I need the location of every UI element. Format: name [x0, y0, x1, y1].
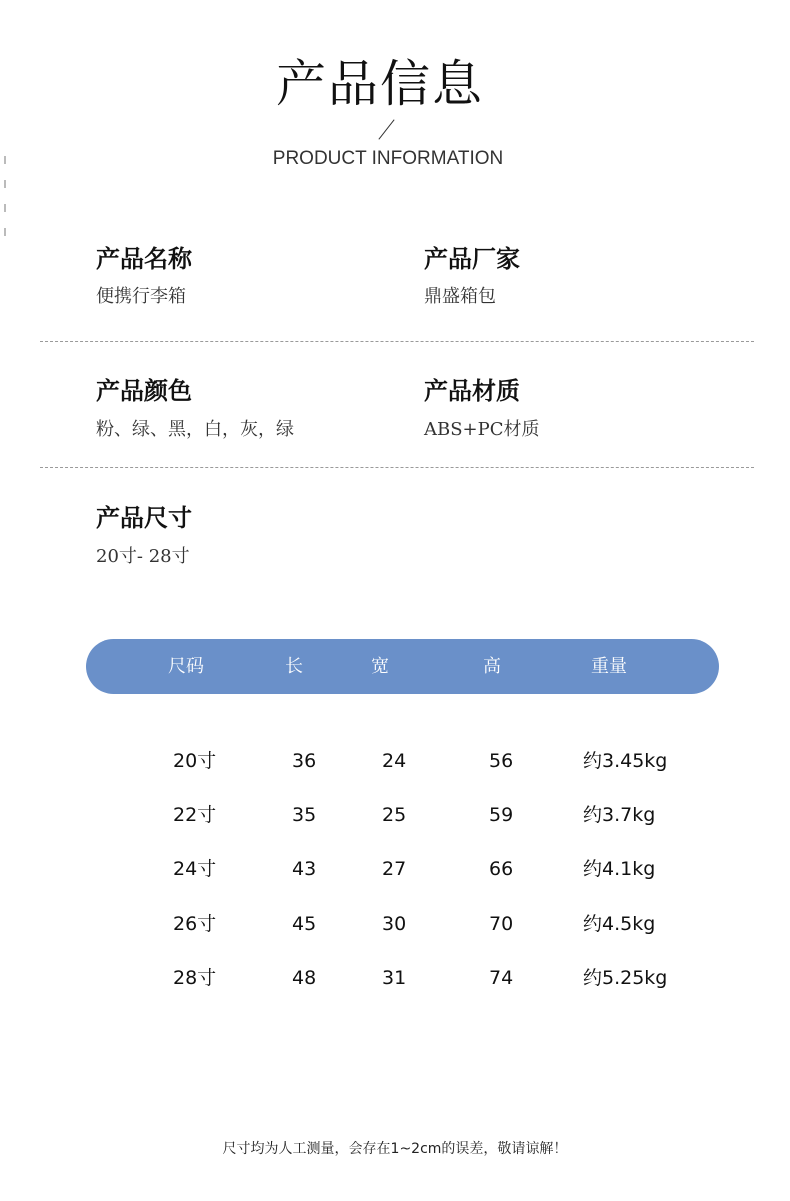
table-cell-height: 56 [489, 750, 514, 772]
table-cell-length: 45 [292, 913, 317, 935]
table-cell-weight: 约4.5kg [583, 913, 656, 935]
product-material-value: ABS+PC材质 [424, 419, 540, 440]
table-cell-width: 24 [382, 750, 407, 772]
column-header-length: 长 [285, 656, 303, 677]
product-size-value: 20寸- 28寸 [96, 546, 190, 567]
table-cell-size: 26寸 [173, 913, 217, 935]
table-cell-length: 48 [292, 967, 317, 989]
product-material-label: 产品材质 [424, 376, 520, 405]
column-header-width: 宽 [371, 656, 389, 677]
table-cell-height: 59 [489, 804, 514, 826]
title-slash-divider [378, 119, 394, 139]
table-cell-size: 20寸 [173, 750, 217, 772]
table-cell-width: 25 [382, 804, 407, 826]
page-title: 产品信息 [276, 55, 484, 113]
table-cell-length: 35 [292, 804, 317, 826]
section-divider [40, 341, 754, 342]
table-cell-width: 30 [382, 913, 407, 935]
column-header-size: 尺码 [168, 656, 204, 677]
table-cell-weight: 约4.1kg [583, 858, 656, 880]
table-cell-height: 66 [489, 858, 514, 880]
edge-mark [4, 180, 6, 188]
product-maker-value: 鼎盛箱包 [424, 286, 496, 307]
edge-mark [4, 156, 6, 164]
edge-marks-decoration [4, 156, 8, 256]
size-table-header [86, 639, 719, 694]
edge-mark [4, 204, 6, 212]
table-cell-weight: 约5.25kg [583, 967, 668, 989]
table-cell-width: 27 [382, 858, 407, 880]
table-cell-height: 74 [489, 967, 514, 989]
product-color-value: 粉、绿、黑，白，灰，绿 [96, 419, 294, 440]
product-name-label: 产品名称 [96, 244, 192, 273]
section-divider [40, 467, 754, 468]
column-header-height: 高 [483, 656, 501, 677]
product-color-label: 产品颜色 [96, 376, 192, 405]
table-cell-weight: 约3.7kg [583, 804, 656, 826]
product-size-label: 产品尺寸 [96, 503, 192, 532]
measurement-note: 尺寸均为人工测量，会存在1~2cm的误差，敬请谅解！ [222, 1141, 568, 1157]
table-cell-length: 43 [292, 858, 317, 880]
product-maker-label: 产品厂家 [424, 244, 520, 273]
table-cell-height: 70 [489, 913, 514, 935]
edge-mark [4, 228, 6, 236]
column-header-weight: 重量 [591, 656, 627, 677]
page-subtitle: PRODUCT INFORMATION [272, 148, 504, 169]
table-cell-size: 24寸 [173, 858, 217, 880]
product-name-value: 便携行李箱 [96, 286, 186, 307]
table-cell-size: 22寸 [173, 804, 217, 826]
table-cell-size: 28寸 [173, 967, 217, 989]
table-cell-width: 31 [382, 967, 407, 989]
table-cell-weight: 约3.45kg [583, 750, 668, 772]
table-cell-length: 36 [292, 750, 317, 772]
